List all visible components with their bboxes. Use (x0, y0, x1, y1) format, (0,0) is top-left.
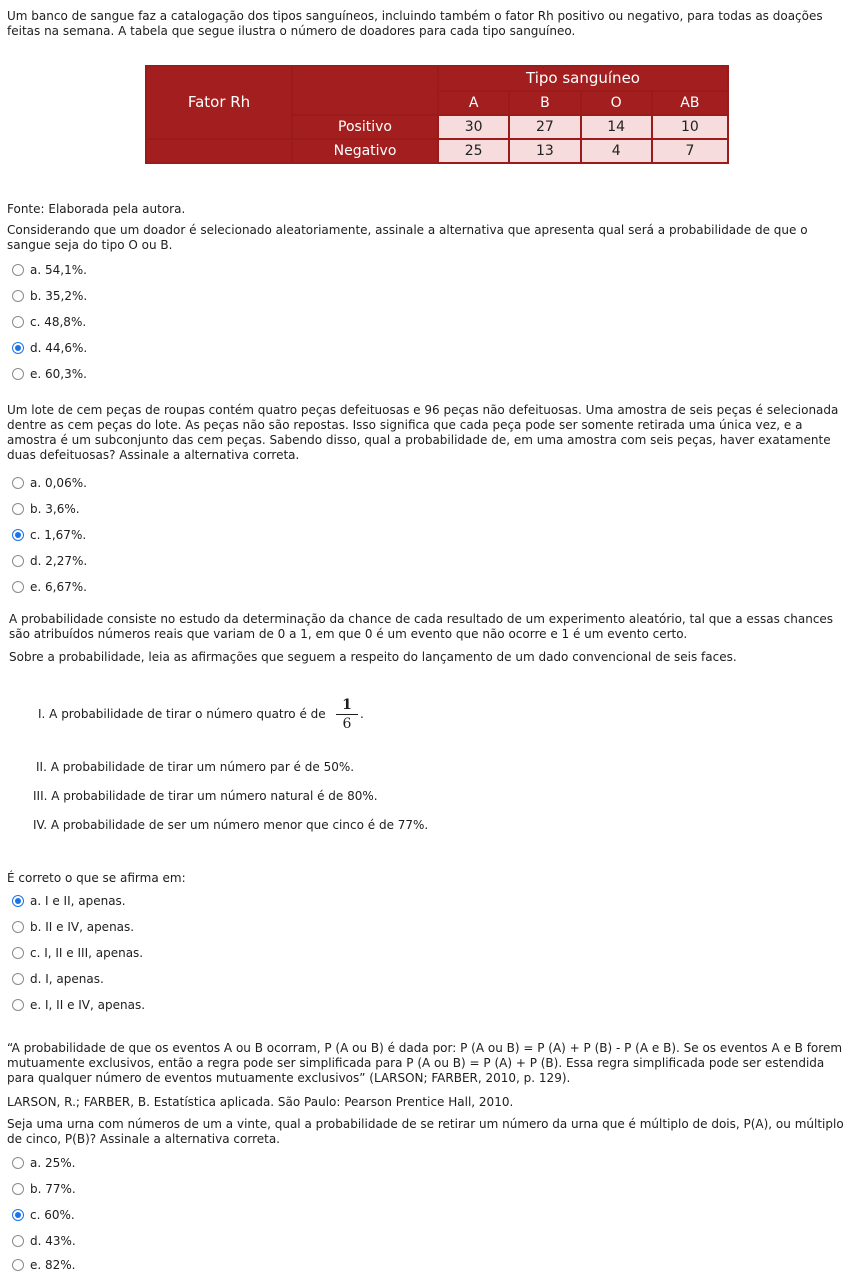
q4-question: Seja uma urna com números de um a vinte, qual a probabilidade de se retirar um número da urna que é múltiplo de dois, P(A), ou múltiplo de cinco, P(B)? Assinale a alternativa correta. (7, 1117, 844, 1146)
statement-3: III. A probabilidade de tirar um número natural é de 80%. (33, 789, 378, 803)
cell-positive-a: 30 (438, 115, 509, 139)
rh-header-extension (146, 139, 292, 163)
type-header: Tipo sanguíneo (438, 66, 728, 91)
cell-negative-b: 13 (509, 139, 580, 163)
q4-option-d[interactable]: d. 43%. (12, 1233, 76, 1249)
blood-type-table (145, 65, 729, 164)
q4-quote: “A probabilidade de que os eventos A ou B ocorram, P (A ou B) é dada por: P (A ou B) = P (A) + P (B) - P (A e B). Se os eventos A e B forem mutuamente exclusivos, então a regra pode ser simplificada para P (A ou B) = P (A) + P (B). Essa regra simplificada pode ser estendida para qualquer número de eventos mutuamente exclusivos” (LARSON; FARBER, 2010, p. 129). (7, 1041, 843, 1085)
radio-icon[interactable] (12, 555, 24, 567)
q1-option-c[interactable]: c. 48,8%. (12, 314, 86, 330)
type-a: A (438, 91, 509, 115)
q1-question: Considerando que um doador é selecionado aleatoriamente, assinale a alternativa que apresenta qual será a probabilidade de que o sangue seja do tipo O ou B. (7, 223, 808, 252)
cell-positive-b: 27 (509, 115, 580, 139)
q3-intro: A probabilidade consiste no estudo da determinação da chance de cada resultado de um experimento aleatório, tal que a essas chances são atribuídos números reais que variam de 0 a 1, em que 0 é um evento que não ocorre e 1 é um evento certo. (9, 612, 834, 641)
statement-1-end: . (360, 707, 364, 721)
q3-option-b[interactable]: b. II e IV, apenas. (12, 919, 134, 935)
fraction-denominator: 6 (342, 716, 352, 732)
radio-icon[interactable] (12, 264, 24, 276)
q4-reference: LARSON, R.; FARBER, B. Estatística aplicada. São Paulo: Pearson Prentice Hall, 2010. (7, 1095, 514, 1109)
radio-icon[interactable] (12, 1157, 24, 1169)
radio-icon[interactable] (12, 921, 24, 933)
q2-option-a[interactable]: a. 0,06%. (12, 475, 87, 491)
radio-icon[interactable] (12, 368, 24, 380)
q2-option-c[interactable]: c. 1,67%. (12, 527, 86, 543)
radio-icon[interactable] (12, 477, 24, 489)
q4-option-b[interactable]: b. 77%. (12, 1181, 76, 1197)
radio-icon[interactable] (12, 1183, 24, 1195)
radio-icon[interactable] (12, 581, 24, 593)
q3-option-d[interactable]: d. I, apenas. (12, 971, 104, 987)
radio-icon[interactable] (12, 503, 24, 515)
statement-4: IV. A probabilidade de ser um número menor que cinco é de 77%. (33, 818, 429, 832)
type-b: B (509, 91, 580, 115)
q2-text: Um lote de cem peças de roupas contém quatro peças defeituosas e 96 peças não defeituosas. Uma amostra de seis peças é selecionada dentre as cem peças do lote. As peças não são repostas. Isso significa que cada peça pode ser somente retirada uma única vez, e a amostra é um subconjunto das cem peças. Sabendo disso, qual a probabilidade de, em uma amostra com seis peças, haver exatamente duas defeituosas? Assinale a alternativa correta. (7, 403, 839, 462)
fraction-one-sixth (336, 697, 358, 732)
row-header-blank (292, 66, 438, 115)
q3-option-e[interactable]: e. I, II e IV, apenas. (12, 997, 145, 1013)
cell-negative-o: 4 (581, 139, 652, 163)
q4-option-e[interactable]: e. 82%. (12, 1257, 76, 1273)
row-label-negative: Negativo (292, 139, 438, 163)
cell-positive-ab: 10 (652, 115, 728, 139)
q2-option-b[interactable]: b. 3,6%. (12, 501, 80, 517)
q1-intro: Um banco de sangue faz a catalogação dos tipos sanguíneos, incluindo também o fator Rh positivo ou negativo, para todas as doações feitas na semana. A tabela que segue ilustra o número de doadores para cada tipo sanguíneo. (7, 9, 823, 38)
q1-source: Fonte: Elaborada pela autora. (7, 202, 186, 216)
q3-option-c[interactable]: c. I, II e III, apenas. (12, 945, 143, 961)
q1-option-a[interactable]: a. 54,1%. (12, 262, 87, 278)
radio-icon[interactable] (12, 973, 24, 985)
q2-option-e[interactable]: e. 6,67%. (12, 579, 87, 595)
type-o: O (581, 91, 652, 115)
q2-option-d[interactable]: d. 2,27%. (12, 553, 87, 569)
q1-option-b[interactable]: b. 35,2%. (12, 288, 87, 304)
statement-2: II. A probabilidade de tirar um número par é de 50%. (36, 760, 355, 774)
q4-option-a[interactable]: a. 25%. (12, 1155, 75, 1171)
radio-icon[interactable] (12, 947, 24, 959)
q4-option-c[interactable]: c. 60%. (12, 1207, 75, 1223)
rh-header: Fator Rh (146, 66, 292, 139)
cell-negative-a: 25 (438, 139, 509, 163)
fraction-bar (336, 714, 358, 715)
radio-selected-icon[interactable] (12, 529, 24, 541)
cell-negative-ab: 7 (652, 139, 728, 163)
radio-icon[interactable] (12, 1235, 24, 1247)
q3-lead: Sobre a probabilidade, leia as afirmações que seguem a respeito do lançamento de um dado convencional de seis faces. (9, 650, 737, 664)
q1-option-d[interactable]: d. 44,6%. (12, 340, 87, 356)
type-ab: AB (652, 91, 728, 115)
radio-selected-icon[interactable] (12, 1209, 24, 1221)
radio-icon[interactable] (12, 290, 24, 302)
fraction-numerator: 1 (342, 697, 352, 713)
radio-icon[interactable] (12, 1259, 24, 1271)
q1-option-e[interactable]: e. 60,3%. (12, 366, 87, 382)
row-label-positive: Positivo (292, 115, 438, 139)
cell-positive-o: 14 (581, 115, 652, 139)
q3-question: É correto o que se afirma em: (7, 871, 186, 885)
statement-1: I. A probabilidade de tirar o número quatro é de (38, 707, 326, 721)
radio-icon[interactable] (12, 316, 24, 328)
radio-selected-icon[interactable] (12, 342, 24, 354)
q3-option-a[interactable]: a. I e II, apenas. (12, 893, 126, 909)
radio-icon[interactable] (12, 999, 24, 1011)
radio-selected-icon[interactable] (12, 895, 24, 907)
